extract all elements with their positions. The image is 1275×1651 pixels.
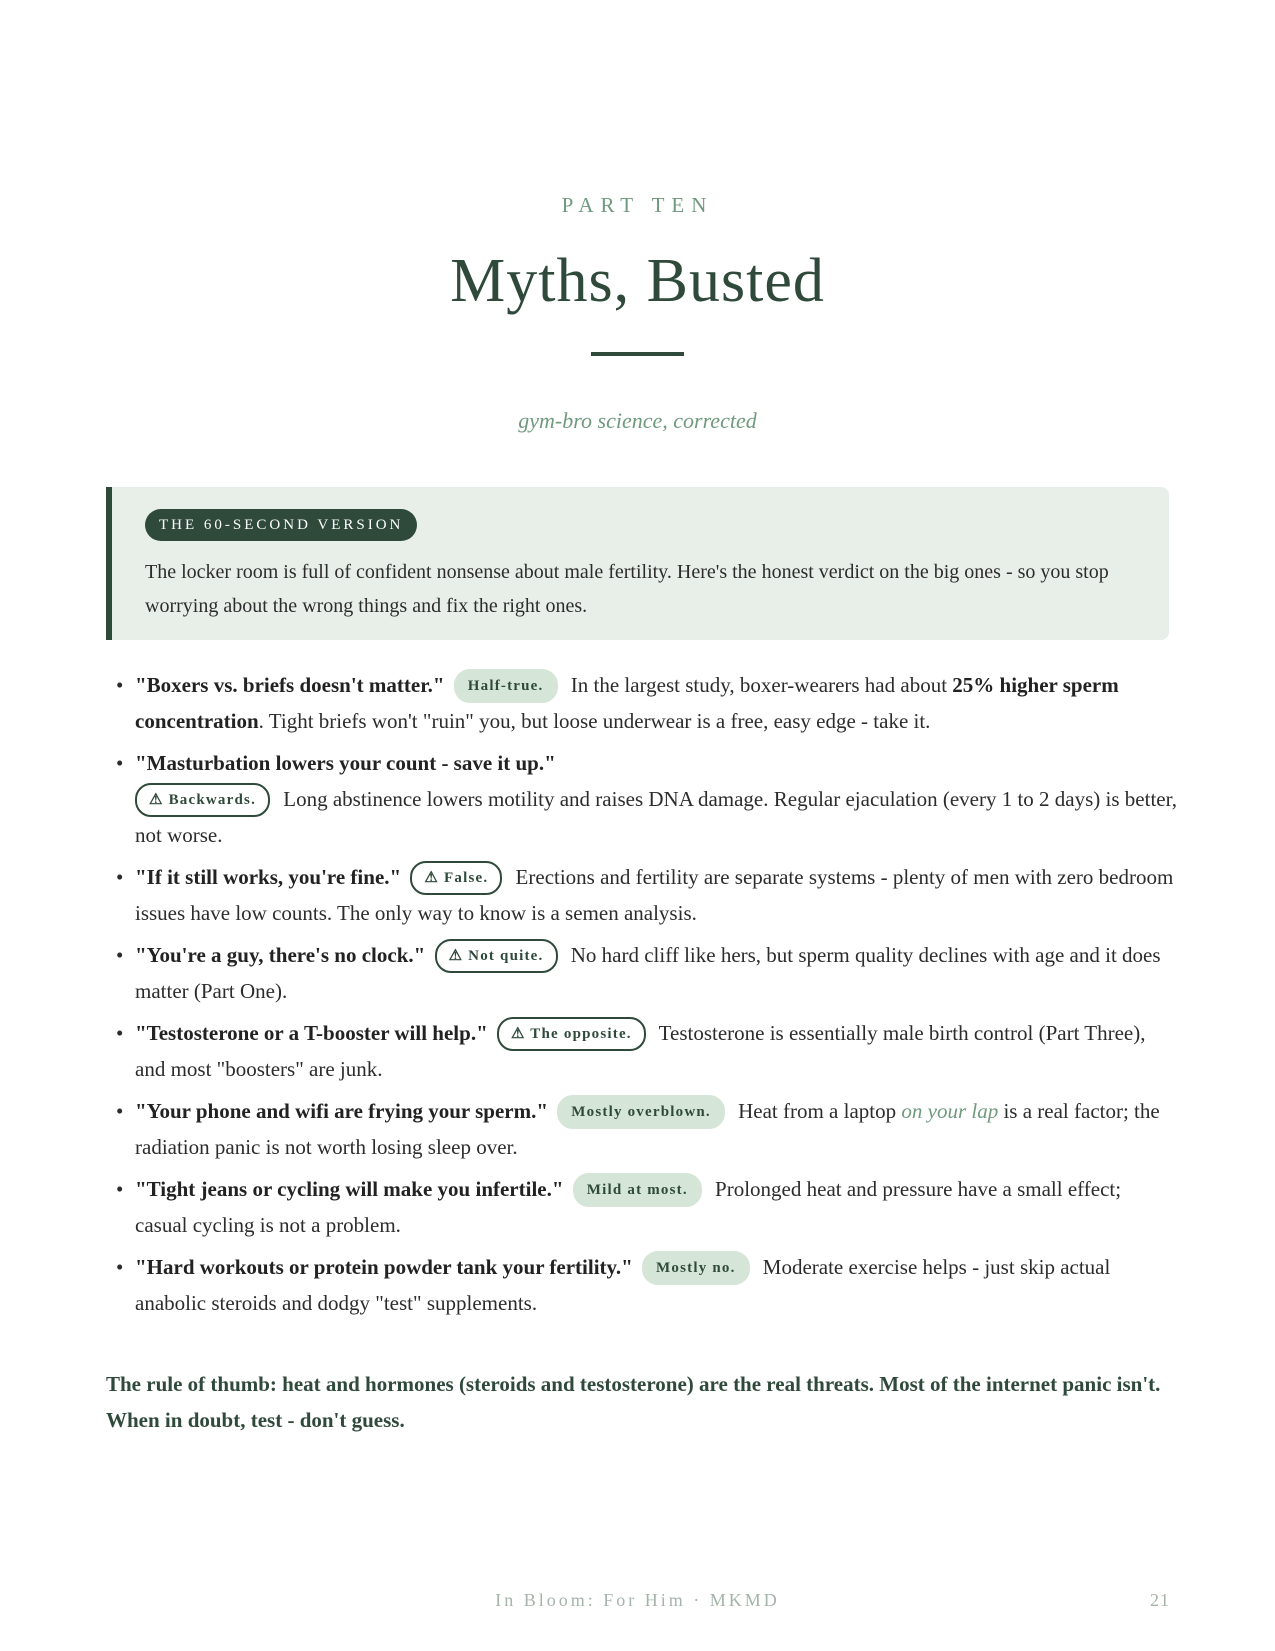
myth-item-masturbation [116, 745, 1178, 853]
bullet: • [116, 1099, 124, 1123]
myth-explanation-cont: . Tight briefs won't "ruin" you, but loose underwear is a free, easy edge - take it. [258, 709, 931, 733]
page-number: 21 [1150, 1590, 1170, 1610]
myth-explanation: No hard cliff like hers, but sperm quality declines with age and it does matter (Part One). [135, 943, 1161, 1003]
page-subtitle: gym-bro science, corrected [518, 408, 757, 433]
footer-text: In Bloom: For Him · MKMD [495, 1590, 780, 1610]
bullet: • [116, 673, 124, 697]
myth-emphasis: on your lap [901, 1099, 999, 1123]
verdict-badge: ⚠ False. [410, 861, 502, 895]
verdict-badge: ⚠ The opposite. [497, 1017, 646, 1051]
myth-explanation: In the largest study, boxer-wearers had about [570, 673, 953, 697]
myth-claim: "Testosterone or a T-booster will help." [135, 1021, 488, 1045]
bullet: • [116, 751, 124, 775]
callout-text: The locker room is full of confident nonsense about male fertility. Here's the honest verdict on the big ones - so you stop worrying about the wrong things and fix the right ones. [145, 561, 1109, 617]
myth-item-boxers [116, 667, 1178, 739]
myth-explanation: Long abstinence lowers motility and raises DNA damage. Regular ejaculation (every 1 to 2 days) is better, not worse. [135, 787, 1178, 847]
myth-claim: "If it still works, you're fine." [135, 865, 402, 889]
myth-item-no-clock [116, 937, 1178, 1009]
myth-explanation: Erections and fertility are separate systems - plenty of men with zero bedroom issues have low counts. The only way to know is a semen analysis. [135, 865, 1174, 925]
myth-list [116, 667, 1178, 1327]
callout-tag: THE 60-SECOND VERSION [145, 509, 417, 541]
verdict-badge: Half-true. [454, 669, 558, 703]
myth-explanation-cont: is a real factor; the radiation panic is not worth losing sleep over. [135, 1099, 1160, 1159]
bullet: • [116, 865, 124, 889]
bullet: • [116, 943, 124, 967]
verdict-badge: Mostly overblown. [557, 1095, 725, 1129]
verdict-badge: ⚠ Not quite. [435, 939, 558, 973]
verdict-badge: Mild at most. [573, 1173, 702, 1207]
myth-emphasis: 25% higher sperm concentration [135, 673, 1119, 733]
myth-explanation: Prolonged heat and pressure have a small effect; casual cycling is not a problem. [135, 1177, 1122, 1237]
rule-of-thumb: The rule of thumb: heat and hormones (steroids and testosterone) are the real threats. Most of the internet panic isn't. When in doubt, test - don't guess. [106, 1372, 1161, 1432]
myth-claim: "Your phone and wifi are frying your sperm." [135, 1099, 549, 1123]
summary-callout [106, 487, 1169, 640]
myth-item-phone-wifi [116, 1093, 1178, 1165]
myth-explanation: Testosterone is essentially male birth control (Part Three), and most "boosters" are junk. [135, 1021, 1146, 1081]
verdict-badge: ⚠ Backwards. [135, 783, 270, 817]
bullet: • [116, 1021, 124, 1045]
bullet: • [116, 1255, 124, 1279]
myth-claim: "You're a guy, there's no clock." [135, 943, 426, 967]
myth-explanation: Moderate exercise helps - just skip actual anabolic steroids and dodgy "test" supplements. [135, 1255, 1111, 1315]
myth-item-workouts [116, 1249, 1178, 1321]
myth-claim: "Hard workouts or protein powder tank your fertility." [135, 1255, 633, 1279]
myth-claim: "Tight jeans or cycling will make you infertile." [135, 1177, 564, 1201]
bullet: • [116, 1177, 124, 1201]
verdict-badge: Mostly no. [642, 1251, 750, 1285]
part-eyebrow: PART TEN [561, 193, 714, 217]
title-divider [591, 352, 684, 356]
myth-claim: "Boxers vs. briefs doesn't matter." [135, 673, 445, 697]
myth-explanation: Heat from a laptop [738, 1099, 902, 1123]
page-title: Myths, Busted [450, 247, 825, 315]
myth-item-still-works [116, 859, 1178, 931]
myth-item-testosterone [116, 1015, 1178, 1087]
myth-item-tight-jeans [116, 1171, 1178, 1243]
myth-claim: "Masturbation lowers your count - save it up." [135, 751, 556, 775]
